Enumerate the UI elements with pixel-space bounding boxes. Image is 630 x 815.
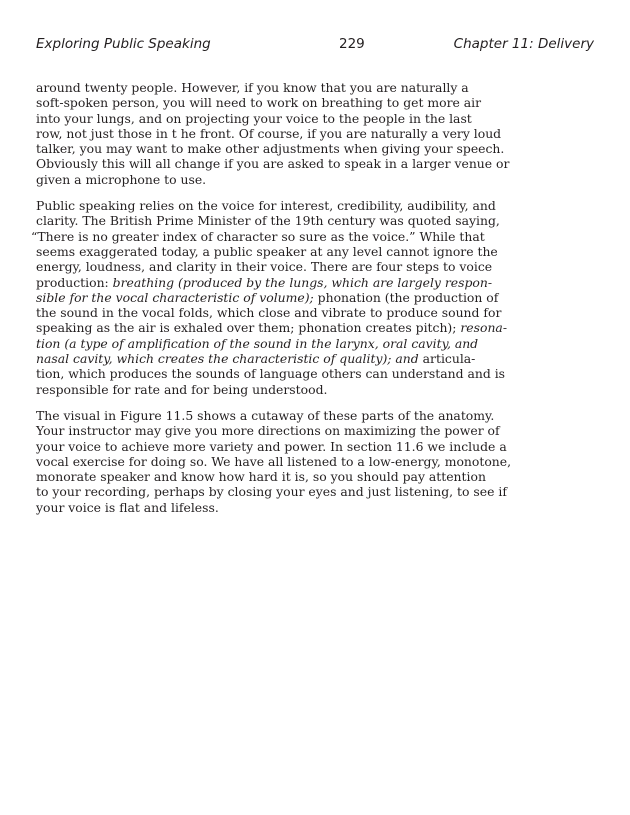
text-run: talker, you may want to make other adjustments when giving your speech. bbox=[36, 141, 505, 157]
text-line bbox=[36, 156, 596, 171]
paragraph bbox=[31, 198, 596, 397]
text-line bbox=[36, 172, 596, 187]
text-run: your voice to achieve more variety and power. In section 11.6 we include a bbox=[36, 438, 507, 454]
text-line bbox=[36, 95, 596, 110]
text-run: the sound in the vocal folds, which close and vibrate to produce sound for bbox=[36, 305, 502, 321]
text-line bbox=[36, 469, 596, 484]
text-run: soft-spoken person, you will need to work on breathing to get more air bbox=[36, 95, 482, 111]
text-line bbox=[36, 213, 596, 228]
text-line bbox=[36, 244, 596, 259]
book-title: Exploring Public Speaking bbox=[36, 36, 211, 52]
text-run: monorate speaker and know how hard it is, so you should pay attention bbox=[36, 469, 486, 485]
text-line bbox=[36, 126, 596, 141]
text-run: tion, which produces the sounds of language others can understand and is bbox=[36, 366, 506, 382]
body-text bbox=[31, 80, 596, 526]
text-line bbox=[36, 198, 596, 213]
text-line bbox=[36, 141, 596, 156]
text-line bbox=[36, 439, 596, 454]
text-line bbox=[36, 351, 596, 366]
text-line bbox=[36, 320, 596, 335]
page-header bbox=[36, 34, 594, 54]
text-run: to your recording, perhaps by closing your eyes and just listening, to see if bbox=[36, 484, 507, 500]
italic-text: nasal cavity, which creates the characteristic of quality); and bbox=[36, 351, 419, 367]
text-line bbox=[36, 111, 596, 126]
italic-text: tion (a type of amplification of the sound in the larynx, oral cavity, and bbox=[36, 335, 479, 351]
text-run: Obviously this will all change if you are asked to speak in a larger venue or bbox=[36, 156, 510, 172]
text-line bbox=[36, 259, 596, 274]
page-number: 229 bbox=[339, 36, 365, 52]
text-run: given a microphone to use. bbox=[36, 171, 207, 187]
italic-text: resona- bbox=[460, 320, 508, 336]
italic-text: sible for the vocal characteristic of volume); bbox=[36, 289, 314, 305]
text-line bbox=[36, 484, 596, 499]
text-line bbox=[36, 80, 596, 95]
text-line bbox=[36, 408, 596, 423]
paragraph bbox=[36, 408, 596, 515]
text-run: Your instructor may give you more directions on maximizing the power of bbox=[36, 423, 500, 439]
text-run: articula- bbox=[418, 351, 476, 367]
italic-text: breathing (produced by the lungs, which are largely respon- bbox=[112, 274, 493, 290]
text-run: speaking as the air is exhaled over them; phonation creates pitch); bbox=[36, 320, 461, 336]
text-run: into your lungs, and on projecting your voice to the people in the last bbox=[36, 110, 472, 126]
text-run: energy, loudness, and clarity in their voice. There are four steps to voice bbox=[36, 259, 493, 275]
text-line bbox=[36, 454, 596, 469]
text-run: your voice is flat and lifeless. bbox=[36, 499, 219, 515]
text-run: Public speaking relies on the voice for interest, credibility, audibility, and bbox=[36, 198, 496, 214]
paragraph bbox=[36, 80, 596, 187]
text-run: phonation (the production of bbox=[313, 289, 499, 305]
text-line bbox=[36, 500, 596, 515]
text-run: production: bbox=[36, 274, 113, 290]
text-line bbox=[36, 305, 596, 320]
text-run: vocal exercise for doing so. We have all listened to a low-energy, monotone, bbox=[36, 453, 512, 469]
text-line bbox=[36, 382, 596, 397]
text-line bbox=[36, 336, 596, 351]
text-run: clarity. The British Prime Minister of the 19th century was quoted saying, bbox=[36, 213, 500, 229]
chapter-title: Chapter 11: Delivery bbox=[453, 36, 594, 52]
text-run: around twenty people. However, if you know that you are naturally a bbox=[36, 80, 469, 95]
text-line bbox=[36, 423, 596, 438]
text-line bbox=[31, 229, 596, 244]
text-line bbox=[36, 275, 596, 290]
text-run: row, not just those in t he front. Of course, if you are naturally a very loud bbox=[36, 125, 502, 141]
text-run: seems exaggerated today, a public speaker at any level cannot ignore the bbox=[36, 243, 498, 259]
text-line bbox=[36, 366, 596, 381]
text-run: responsible for rate and for being understood. bbox=[36, 381, 328, 397]
text-line bbox=[36, 290, 596, 305]
text-run: The visual in Figure 11.5 shows a cutaway of these parts of the anatomy. bbox=[36, 407, 495, 423]
text-run: “There is no greater index of character so sure as the voice.” While that bbox=[31, 228, 485, 244]
